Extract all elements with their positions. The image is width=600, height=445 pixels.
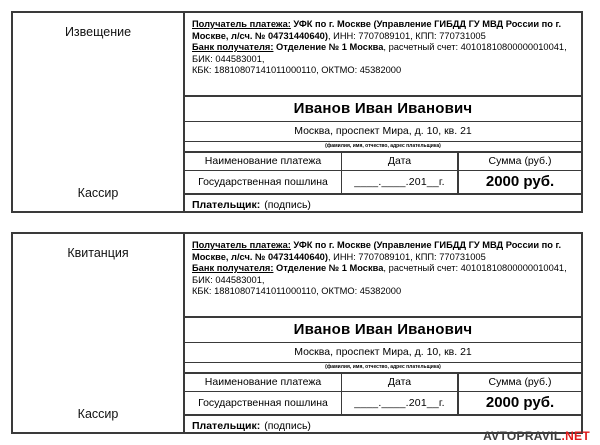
header-sum: Сумма (руб.) (488, 155, 552, 168)
cashier-label: Кассир (77, 186, 119, 200)
receipt-block-kvitanciya (11, 232, 583, 434)
bank-line (192, 263, 575, 286)
payer-address-value: Москва, проспект Мира, д. 10, кв. 21 (185, 122, 581, 142)
table-row (185, 171, 581, 193)
receipt-content-column (185, 13, 581, 211)
cell-payment-name: Государственная пошлина (185, 171, 342, 193)
signature-value: (подпись) (264, 198, 311, 211)
bank-label: Банк получателя: (192, 42, 274, 53)
payer-name-value: Иванов Иван Иванович (185, 97, 581, 122)
recipient-line (192, 19, 575, 42)
header-sum: Сумма (руб.) (488, 376, 552, 389)
bank-line (192, 42, 575, 65)
bank-account-info: , расчетный счет: 40101810800000010041, БИК: 044583001, (192, 263, 567, 285)
recipient-tax-ids: , ИНН: 7707089101, КПП: 770731005 (327, 30, 486, 41)
recipient-details (185, 13, 581, 97)
signature-label: Плательщик: (192, 198, 261, 211)
header-date: Дата (342, 374, 459, 391)
payer-caption: (фамилия, имя, отчество, адрес плательщика) (325, 364, 441, 371)
site-watermark (483, 429, 590, 443)
watermark-tld: .NET (561, 429, 590, 443)
payer-caption: (фамилия, имя, отчество, адрес плательщика) (325, 143, 441, 150)
block-title: Квитанция (67, 246, 129, 260)
header-payment-name: Наименование платежа (185, 374, 342, 391)
bank-name: Отделение № 1 Москва (273, 42, 384, 53)
block-title: Извещение (64, 25, 132, 39)
header-date: Дата (342, 153, 459, 170)
payer-caption-row (185, 363, 581, 374)
payer-caption-row (185, 142, 581, 153)
cell-date: ____.____.201__г. (342, 171, 459, 193)
payment-table (185, 153, 581, 195)
recipient-tax-ids: , ИНН: 7707089101, КПП: 770731005 (327, 251, 486, 262)
payer-signature-row (185, 195, 581, 211)
cell-sum: 2000 руб. (485, 394, 555, 412)
recipient-label: Получатель платежа: (192, 240, 291, 250)
cashier-label: Кассир (77, 407, 119, 421)
signature-value: (подпись) (264, 419, 311, 432)
recipient-details (185, 234, 581, 318)
bank-account-info: , расчетный счет: 40101810800000010041, БИК: 044583001, (192, 42, 567, 64)
signature-label: Плательщик: (192, 419, 261, 432)
kbk-line: КБК: 18810807141011000110, ОКТМО: 45382000 (192, 286, 402, 297)
table-header-row (185, 153, 581, 171)
bank-label: Банк получателя: (192, 263, 274, 274)
recipient-name: УФК по г. Москве (Управление ГИБДД ГУ МВД России по г. Москве, л/сч. № 04731440640) (192, 19, 562, 41)
table-row (185, 392, 581, 414)
payment-table (185, 374, 581, 416)
side-label-column (13, 13, 185, 211)
receipt-content-column (185, 234, 581, 432)
payer-name-value: Иванов Иван Иванович (185, 318, 581, 343)
payer-address-value: Москва, проспект Мира, д. 10, кв. 21 (185, 343, 581, 363)
watermark-name: AVTOPRAVIL (483, 429, 562, 443)
recipient-line (192, 240, 575, 263)
kbk-line: КБК: 18810807141011000110, ОКТМО: 45382000 (192, 65, 402, 76)
header-payment-name: Наименование платежа (185, 153, 342, 170)
recipient-name: УФК по г. Москве (Управление ГИБДД ГУ МВД России по г. Москве, л/сч. № 04731440640) (192, 240, 562, 262)
receipt-block-izveschenie (11, 11, 583, 213)
side-label-column (13, 234, 185, 432)
recipient-label: Получатель платежа: (192, 19, 291, 29)
cell-sum: 2000 руб. (485, 173, 555, 191)
cell-payment-name: Государственная пошлина (185, 392, 342, 414)
bank-name: Отделение № 1 Москва (273, 263, 384, 274)
cell-date: ____.____.201__г. (342, 392, 459, 414)
table-header-row (185, 374, 581, 392)
